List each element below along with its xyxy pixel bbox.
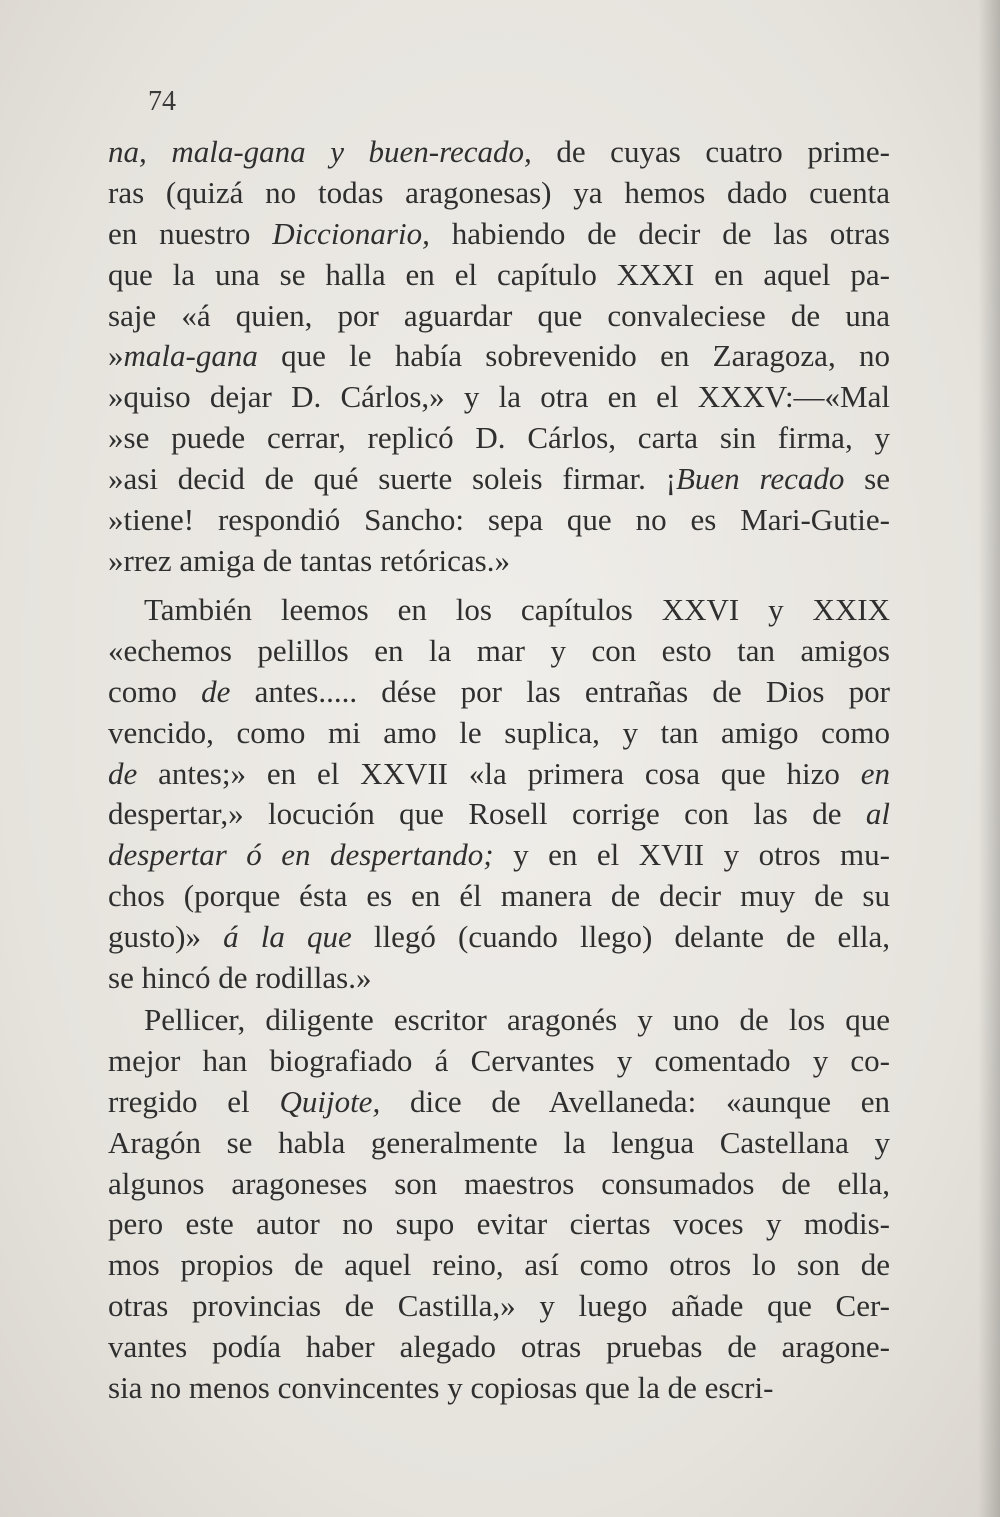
text-segment: »tiene! respondió Sancho: sepa que no es Mari-Gutie- [108, 502, 890, 538]
text-segment: pero este autor no supo evitar ciertas voces y modis- [108, 1206, 890, 1242]
text-line [108, 459, 890, 500]
text-segment: se hincó de rodillas.» [108, 960, 372, 996]
text-line [108, 1123, 890, 1164]
text-segment: »asi decid de qué suerte soleis firmar. ¡ [108, 461, 676, 497]
text-segment: rregido el [108, 1083, 280, 1119]
italic-text-segment: Buen recado [675, 461, 845, 497]
text-line [108, 173, 890, 214]
text-line [108, 958, 890, 999]
page-edge-shadow [978, 0, 1000, 1517]
text-line [108, 590, 890, 631]
text-line [108, 500, 890, 541]
text-line [108, 541, 890, 582]
page-number: 74 [148, 86, 176, 117]
text-line [108, 713, 890, 754]
text-segment: «echemos pelillos en la mar y con esto tan amigos [108, 632, 890, 668]
italic-text-segment: Quijote, [279, 1083, 381, 1119]
text-segment: antes..... dése por las entrañas de Dios por [230, 673, 891, 709]
text-segment: otras provincias de Castilla,» y luego añade que Cer- [108, 1288, 890, 1324]
italic-text-segment: á la que [223, 919, 352, 955]
text-segment: También leemos en los capítulos XXVI y XXIX [144, 592, 890, 627]
text-segment: se [844, 461, 890, 497]
italic-text-segment: de [201, 673, 231, 709]
text-line [108, 132, 890, 173]
text-segment: mejor han biografiado á Cervantes y comentado y co- [108, 1042, 890, 1078]
text-line [108, 631, 890, 672]
text-line [108, 917, 890, 958]
text-segment: en nuestro [108, 215, 273, 251]
text-line [108, 336, 890, 377]
text-segment: Pellicer, diligente escritor aragonés y uno de los que [144, 1002, 890, 1037]
text-segment: como [108, 673, 202, 709]
text-segment: saje «á quien, por aguardar que convaleciese de una [108, 297, 890, 333]
text-line [108, 1041, 890, 1082]
italic-text-segment: na, mala-gana y buen-recado, [108, 134, 532, 169]
text-segment: »quiso dejar D. Cárlos,» y la otra en el XXXV:—«Mal [108, 379, 890, 415]
text-segment: antes;» en el XXVII «la primera cosa que hizo [137, 755, 861, 791]
text-line [108, 1368, 890, 1409]
text-segment: que le había sobrevenido en Zaragoza, no [257, 338, 890, 374]
text-segment: vantes podía haber alegado otras pruebas de aragone- [108, 1329, 890, 1365]
text-segment: sia no menos convincentes y copiosas que la de escri- [108, 1370, 774, 1406]
text-line [108, 377, 890, 418]
text-line [108, 1204, 890, 1245]
text-segment: y en el XVII y otros mu- [493, 837, 890, 873]
text-line [108, 1245, 890, 1286]
text-line [108, 1327, 890, 1368]
paragraph [108, 132, 890, 582]
text-line [108, 835, 890, 876]
text-line [108, 1286, 890, 1327]
text-line [108, 1000, 890, 1041]
paragraph [108, 1000, 890, 1409]
text-line [108, 876, 890, 917]
text-segment: vencido, como mi amo le suplica, y tan amigo como [108, 714, 890, 750]
text-line [108, 1164, 890, 1205]
text-segment: habiendo de decir de las otras [429, 215, 890, 251]
text-segment: algunos aragoneses son maestros consumados de ella, [108, 1165, 890, 1201]
text-line [108, 754, 890, 795]
text-segment: »rrez amiga de tantas retóricas.» [108, 542, 510, 578]
text-segment: ras (quizá no todas aragonesas) ya hemos dado cuenta [108, 174, 890, 210]
italic-text-segment: en [860, 755, 890, 791]
text-segment: gusto)» [108, 919, 224, 955]
italic-text-segment: al [865, 796, 890, 832]
paragraph [108, 590, 890, 999]
text-segment: » [108, 338, 124, 374]
text-segment: mos propios de aquel reino, así como otros lo son de [108, 1247, 890, 1283]
text-line [108, 255, 890, 296]
text-line [108, 672, 890, 713]
text-segment: chos (porque ésta es en él manera de decir muy de su [108, 878, 890, 914]
text-segment: despertar,» locución que Rosell corrige con las de [108, 796, 866, 832]
text-line [108, 1082, 890, 1123]
text-line [108, 418, 890, 459]
text-line [108, 794, 890, 835]
italic-text-segment: mala-gana [123, 338, 258, 374]
text-segment: llegó (cuando llego) delante de ella, [351, 919, 891, 955]
italic-text-segment: despertar ó en despertando; [108, 837, 494, 873]
italic-text-segment: Diccionario, [272, 215, 430, 251]
text-segment: dice de Avellaneda: «aunque en [380, 1083, 891, 1119]
text-line [108, 214, 890, 255]
text-segment: »se puede cerrar, replicó D. Cárlos, carta sin firma, y [108, 420, 890, 456]
text-line [108, 296, 890, 337]
text-segment: de cuyas cuatro prime- [531, 134, 890, 169]
text-segment: Aragón se habla generalmente la lengua Castellana y [108, 1124, 890, 1160]
text-segment: que la una se halla en el capítulo XXXI en aquel pa- [108, 256, 890, 292]
italic-text-segment: de [108, 755, 138, 791]
